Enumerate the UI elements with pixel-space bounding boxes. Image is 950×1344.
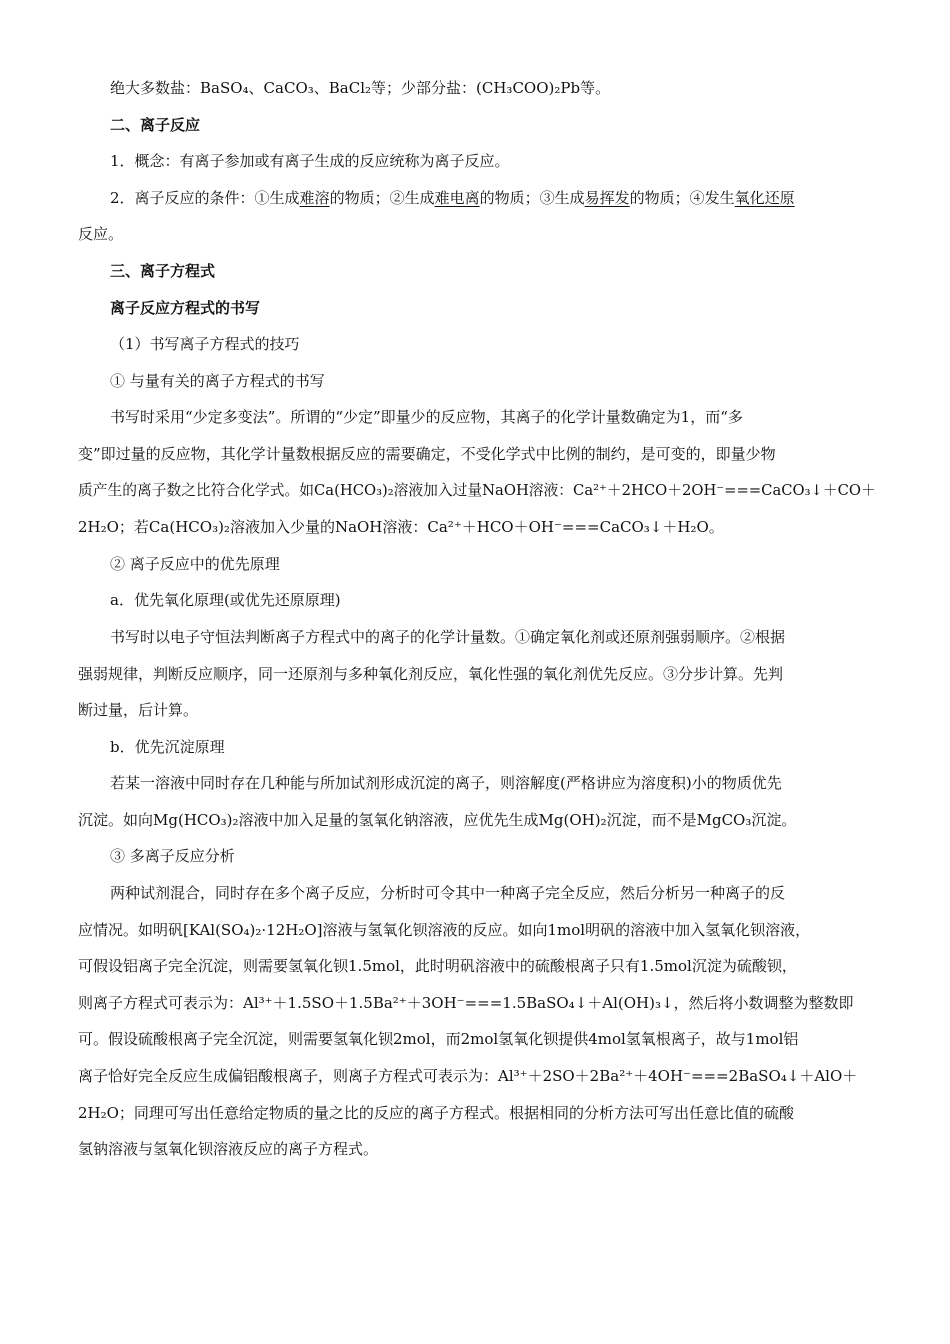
paragraph-line: 2H₂O；同理可写出任意给定物质的量之比的反应的离子方程式。根据相同的分析方法可写出任意比值的硫酸 — [78, 1103, 794, 1122]
paragraph-line: 离子恰好完全反应生成偏铝酸根离子，则离子方程式可表示为：Al³⁺＋2SO＋2Ba²⁺＋4OH⁻===2BaSO₄↓＋AlO＋ — [78, 1067, 858, 1086]
conditions-paragraph-end: 反应。 — [78, 225, 124, 244]
paragraph-line: 氢钠溶液与氢氧化钡溶液反应的离子方程式。 — [78, 1140, 379, 1159]
paragraph-line: 质产生的离子数之比符合化学式。如Ca(HCO₃)₂溶液加入过量NaOH溶液：Ca²⁺＋2HCO＋2OH⁻===CaCO₃↓＋CO＋ — [78, 481, 876, 499]
paragraph-line: 沉淀。如向Mg(HCO₃)₂溶液中加入足量的氢氧化钠溶液，应优先生成Mg(OH)₂沉淀，而不是MgCO₃沉淀。 — [78, 810, 797, 829]
paragraph-line: 可假设铝离子完全沉淀，则需要氢氧化钡1.5mol，此时明矾溶液中的硫酸根离子只有1.5mol沉淀为硫酸钡， — [78, 957, 797, 976]
keyword-insoluble: 难溶 — [299, 188, 330, 207]
conditions-text: 2．离子反应的条件：①生成 — [110, 188, 300, 207]
paragraph-line: 变”即过量的反应物，其化学计量数根据反应的需要确定，不受化学式中比例的制约，是可变的，即量少物 — [78, 444, 776, 463]
subsection-1: （1）书写离子方程式的技巧 — [110, 335, 300, 354]
paragraph-line: 可。假设硫酸根离子完全沉淀，则需要氢氧化钡2mol，而2mol氢氧化钡提供4mol氢氧根离子，故与1mol铝 — [78, 1030, 799, 1049]
point-3-heading: ③ 多离子反应分析 — [110, 847, 235, 866]
paragraph-line: 2H₂O；若Ca(HCO₃)₂溶液加入少量的NaOH溶液：Ca²⁺＋HCO＋OH⁻===CaCO₃↓＋H₂O。 — [78, 518, 724, 537]
section-heading-ionic-equation: 三、离子方程式 — [110, 261, 216, 280]
paragraph-line: 书写时以电子守恒法判断离子方程式中的离子的化学计量数。①确定氧化剂或还原剂强弱顺序。②根据 — [110, 627, 786, 646]
point-1-heading: ① 与量有关的离子方程式的书写 — [110, 371, 325, 390]
point-2-heading: ② 离子反应中的优先原理 — [110, 554, 280, 573]
subheading-writing: 离子反应方程式的书写 — [110, 298, 261, 317]
section-heading-ion-reaction: 二、离子反应 — [110, 115, 201, 134]
conditions-paragraph — [78, 180, 878, 217]
paragraph-line: 强弱规律，判断反应顺序，同一还原剂与多种氧化剂反应，氧化性强的氧化剂优先反应。③分步计算。先判 — [78, 664, 784, 683]
keyword-redox: 氧化还原 — [734, 188, 795, 207]
paragraph-line: 若某一溶液中同时存在几种能与所加试剂形成沉淀的离子，则溶解度(严格讲应为溶度积)小的物质优先 — [110, 774, 782, 793]
paragraph-line: 两种试剂混合，同时存在多个离子反应，分析时可令其中一种离子完全反应，然后分析另一种离子的反 — [110, 884, 786, 903]
concept-paragraph: 1．概念：有离子参加或有离子生成的反应统称为离子反应。 — [110, 152, 510, 171]
paragraph-line: 则离子方程式可表示为：Al³⁺＋1.5SO＋1.5Ba²⁺＋3OH⁻===1.5BaSO₄↓＋Al(OH)₃↓，然后将小数调整为整数即 — [78, 993, 854, 1012]
point-2a-heading: a．优先氧化原理(或优先还原原理) — [110, 591, 341, 610]
paragraph-line: 书写时采用“少定多变法”。所谓的“少定”即量少的反应物，其离子的化学计量数确定为1，而“多 — [110, 408, 743, 427]
keyword-volatile: 易挥发 — [584, 188, 630, 207]
conditions-text: 的物质；②生成 — [329, 188, 435, 207]
document-page — [78, 70, 878, 1168]
paragraph-line: 断过量，后计算。 — [78, 701, 199, 720]
point-2b-heading: b．优先沉淀原理 — [110, 737, 225, 756]
conditions-text: 的物质；③生成 — [479, 188, 585, 207]
conditions-text: 的物质；④发生 — [629, 188, 735, 207]
keyword-weak-electrolyte: 难电离 — [434, 188, 480, 207]
salt-examples: 绝大多数盐：BaSO₄、CaCO₃、BaCl₂等；少部分盐：(CH₃COO)₂Pb等。 — [110, 79, 611, 97]
paragraph-line: 应情况。如明矾[KAl(SO₄)₂·12H₂O]溶液与氢氧化钡溶液的反应。如向1mol明矾的溶液中加入氢氧化钡溶液， — [78, 920, 811, 939]
